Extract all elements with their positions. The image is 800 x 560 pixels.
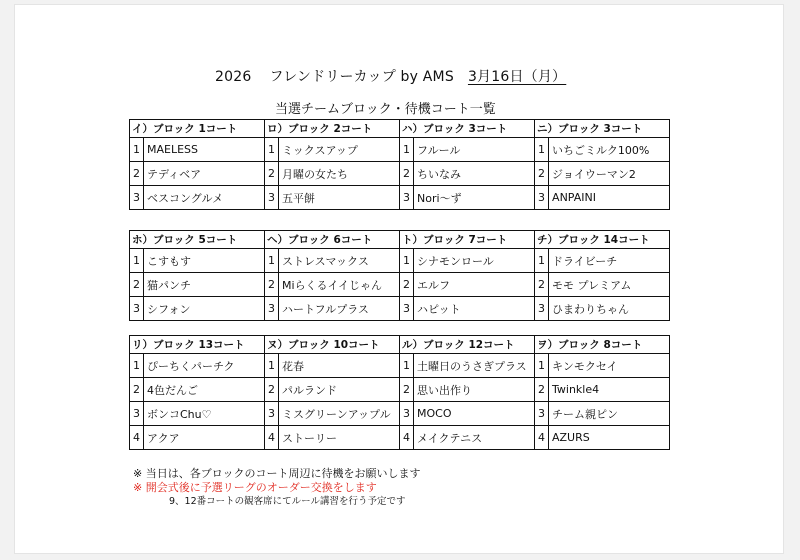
team-name: 土曜日のうさぎプラス (414, 354, 535, 378)
team-name: ハピット (414, 297, 535, 321)
team-name: ベスコングルメ (144, 186, 265, 210)
team-name: いちごミルク100% (549, 138, 670, 162)
block-header-row (130, 120, 670, 138)
team-rank: 1 (265, 138, 279, 162)
table-row (130, 249, 670, 273)
team-name: モモ プレミアム (549, 273, 670, 297)
title-date: 3月16日（月） (467, 69, 567, 85)
note-rules-lecture: 9、12番コートの観客席にてルール講習を行う予定です (169, 496, 406, 507)
team-name: ひまわりちゃん (549, 297, 670, 321)
team-rank: 3 (400, 297, 414, 321)
team-rank: 2 (265, 273, 279, 297)
block-header: ト）ブロック 7コート (400, 231, 535, 249)
block-header: リ）ブロック 13コート (130, 336, 265, 354)
team-name: MAELESS (144, 138, 265, 162)
team-name: シフォン (144, 297, 265, 321)
team-name: ストーリー (279, 426, 400, 450)
team-name: ミックスアップ (279, 138, 400, 162)
note-order-exchange: ※ 開会式後に予選リーグのオーダー交換をします (133, 481, 377, 494)
team-rank: 2 (130, 273, 144, 297)
team-name: パルランド (279, 378, 400, 402)
team-rank: 1 (535, 249, 549, 273)
team-rank: 1 (535, 354, 549, 378)
block-header: ハ）ブロック 3コート (400, 120, 535, 138)
block-header-row (130, 231, 670, 249)
team-rank: 2 (130, 378, 144, 402)
block-header: ホ）ブロック 5コート (130, 231, 265, 249)
block-table-2 (129, 230, 670, 321)
team-rank: 2 (535, 273, 549, 297)
team-name: チーム親ピン (549, 402, 670, 426)
team-rank: 2 (400, 273, 414, 297)
team-name: シナモンロール (414, 249, 535, 273)
table-row (130, 162, 670, 186)
team-rank: 2 (265, 162, 279, 186)
team-rank: 3 (130, 402, 144, 426)
team-rank: 2 (535, 162, 549, 186)
team-name: ボンコChu♡ (144, 402, 265, 426)
team-rank: 3 (265, 297, 279, 321)
team-rank: 4 (535, 426, 549, 450)
team-name: ちいなみ (414, 162, 535, 186)
team-name: フルール (414, 138, 535, 162)
block-header-row (130, 336, 670, 354)
table-row (130, 426, 670, 450)
team-name: 月曜の女たち (279, 162, 400, 186)
title-year: 2026 (215, 69, 252, 85)
team-rank: 1 (535, 138, 549, 162)
block-header: ル）ブロック 12コート (400, 336, 535, 354)
table-row (130, 378, 670, 402)
block-header: ヌ）ブロック 10コート (265, 336, 400, 354)
team-name: メイクテニス (414, 426, 535, 450)
table-row (130, 273, 670, 297)
team-rank: 1 (265, 354, 279, 378)
page-subtitle: 当選チームブロック・待機コート一覧 (275, 102, 496, 117)
team-name: ミスグリーンアップル (279, 402, 400, 426)
team-name: ぴーちくパーチク (144, 354, 265, 378)
block-header: ヲ）ブロック 8コート (535, 336, 670, 354)
team-name: 五平餅 (279, 186, 400, 210)
team-rank: 4 (400, 426, 414, 450)
team-name: MOCO (414, 402, 535, 426)
team-rank: 1 (265, 249, 279, 273)
team-name: ストレスマックス (279, 249, 400, 273)
team-rank: 2 (265, 378, 279, 402)
team-rank: 1 (400, 138, 414, 162)
team-rank: 2 (400, 378, 414, 402)
team-name: ハートフルプラス (279, 297, 400, 321)
team-rank: 1 (130, 138, 144, 162)
block-table-3 (129, 335, 670, 450)
team-name: ANPAINI (549, 186, 670, 210)
team-name: こすもす (144, 249, 265, 273)
team-rank: 3 (265, 402, 279, 426)
team-name: Nori〜ず (414, 186, 535, 210)
team-rank: 3 (130, 297, 144, 321)
team-name: 花春 (279, 354, 400, 378)
team-rank: 2 (400, 162, 414, 186)
table-row (130, 402, 670, 426)
team-rank: 3 (400, 402, 414, 426)
notes (133, 467, 421, 509)
team-name: AZURS (549, 426, 670, 450)
team-rank: 4 (265, 426, 279, 450)
team-rank: 2 (130, 162, 144, 186)
table-row (130, 297, 670, 321)
team-name: ドライビーチ (549, 249, 670, 273)
team-rank: 1 (400, 354, 414, 378)
table-row (130, 138, 670, 162)
team-rank: 3 (535, 402, 549, 426)
block-header: チ）ブロック 14コート (535, 231, 670, 249)
team-name: テディベア (144, 162, 265, 186)
page-title (215, 66, 566, 86)
block-header: ヘ）ブロック 6コート (265, 231, 400, 249)
block-header: ニ）ブロック 3コート (535, 120, 670, 138)
team-name: Miらくるイイじゃん (279, 273, 400, 297)
team-name: 猫パンチ (144, 273, 265, 297)
block-header: イ）ブロック 1コート (130, 120, 265, 138)
team-rank: 4 (130, 426, 144, 450)
team-rank: 1 (130, 249, 144, 273)
team-rank: 2 (535, 378, 549, 402)
title-event-name: フレンドリーカップ by AMS (269, 69, 454, 85)
team-name: エルフ (414, 273, 535, 297)
team-name: Twinkle4 (549, 378, 670, 402)
team-name: 思い出作り (414, 378, 535, 402)
table-row (130, 354, 670, 378)
team-name: キンモクセイ (549, 354, 670, 378)
block-header: ロ）ブロック 2コート (265, 120, 400, 138)
document-sheet (14, 4, 784, 554)
team-name: 4色だんご (144, 378, 265, 402)
team-rank: 3 (265, 186, 279, 210)
table-row (130, 186, 670, 210)
block-table-1 (129, 119, 670, 210)
team-rank: 3 (400, 186, 414, 210)
team-rank: 1 (130, 354, 144, 378)
team-rank: 3 (535, 186, 549, 210)
team-name: ジョイウーマン2 (549, 162, 670, 186)
note-waiting: ※ 当日は、各ブロックのコート周辺に待機をお願いします (133, 467, 421, 480)
team-rank: 3 (535, 297, 549, 321)
team-rank: 1 (400, 249, 414, 273)
team-name: アクア (144, 426, 265, 450)
team-rank: 3 (130, 186, 144, 210)
